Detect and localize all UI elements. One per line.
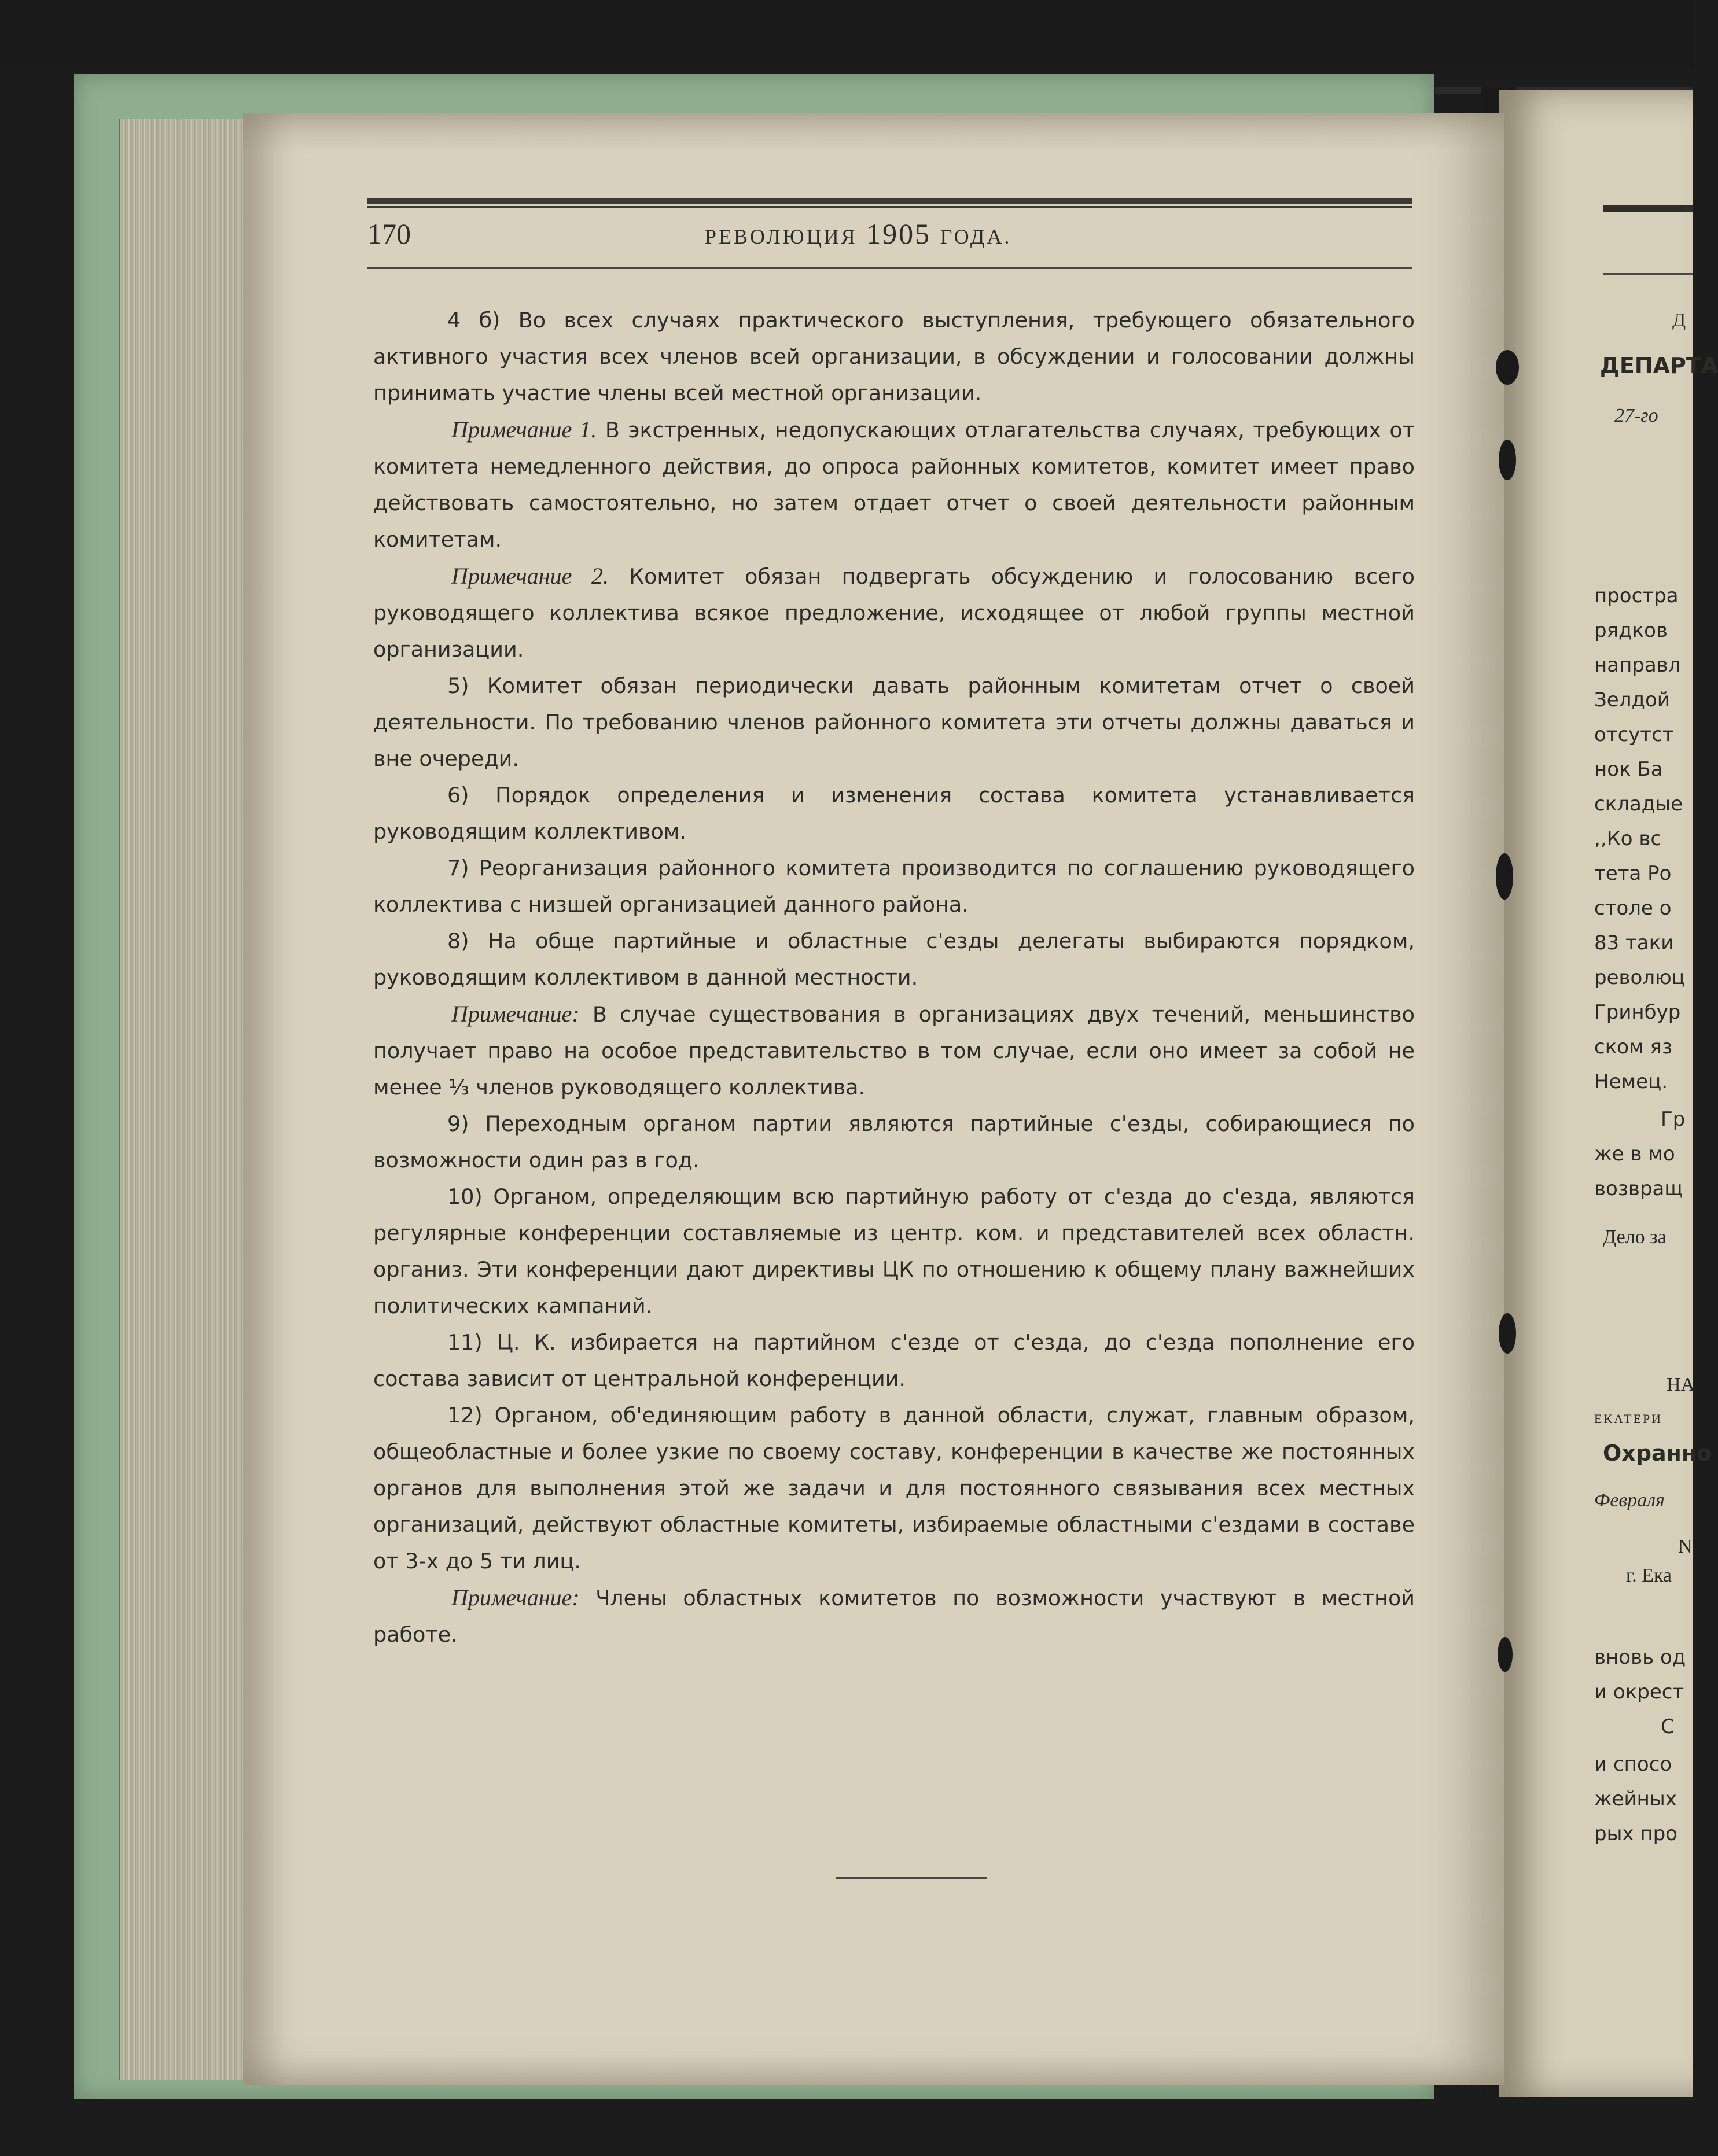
right-page-fragment: Зелдой xyxy=(1594,688,1670,712)
paragraph-text: 6) Порядок определения и изменения состава комитета устанавливается руководящим коллективом. xyxy=(373,783,1415,844)
right-page-fragment: С xyxy=(1661,1715,1675,1738)
background-top xyxy=(0,0,1693,69)
page-tear xyxy=(1496,350,1519,385)
page-tear xyxy=(1499,1313,1516,1354)
section-end-rule xyxy=(836,1877,987,1879)
note-n4 xyxy=(373,1579,1415,1653)
right-page-fragment: простра xyxy=(1594,584,1679,607)
header-rule xyxy=(367,198,1412,208)
right-page-fragment: рых про xyxy=(1594,1822,1677,1845)
running-title-year: 1905 xyxy=(866,218,932,250)
paragraph-text: 12) Органом, об'единяющим работу в данной области, служат, главным образом, общеобластные и более узкие по своему составу, конференции в качестве же постоянных органов для выполнения этой же задачи и для постоянного связывания всех местных организаций, действуют областные комитеты, избираемые областными с'ездами в составе от 3-х до 5 ти лиц. xyxy=(373,1403,1415,1573)
note-label: Примечание 2. xyxy=(451,563,609,589)
paragraph-p6 xyxy=(373,777,1415,850)
note-label: Примечание: xyxy=(451,1584,580,1610)
paragraph-p11 xyxy=(373,1324,1415,1397)
note-n3 xyxy=(373,996,1415,1105)
header-underline xyxy=(367,267,1412,269)
right-page-fragment: ,,Ко вс xyxy=(1594,827,1662,850)
right-page-fragment: Д xyxy=(1672,309,1686,331)
right-page-fragment: вновь од xyxy=(1594,1646,1686,1669)
right-page-fragment: же в мо xyxy=(1594,1143,1675,1166)
paragraph-p5 xyxy=(373,668,1415,777)
right-page-fragment: тета Ро xyxy=(1594,862,1672,885)
paragraph-p12 xyxy=(373,1397,1415,1579)
right-page-fragment: революц xyxy=(1594,966,1685,989)
body-text xyxy=(373,302,1415,1653)
paragraph-text: 7) Реорганизация районного комитета производится по соглашению руководящего коллектива с низшей организацией данного района. xyxy=(373,856,1415,917)
paragraph-p4b xyxy=(373,302,1415,411)
right-page-fragment: 27-го xyxy=(1614,405,1658,426)
right-page-fragment: направл xyxy=(1594,654,1681,677)
paragraph-text: 5) Комитет обязан периодически давать районным комитетам отчет о своей деятельности. По требованию членов районного комитета эти отчеты должны даваться и вне очереди. xyxy=(373,673,1415,771)
note-label: Примечание 1. xyxy=(451,417,597,443)
right-page-fragment: г. Ека xyxy=(1626,1565,1672,1586)
paragraph-p9 xyxy=(373,1105,1415,1178)
note-n2 xyxy=(373,558,1415,668)
note-text: Комитет обязан подвергать обсуждению и голосованию всего руководящего коллектива всякое предложение, исходящее от любой группы местной организации. xyxy=(373,564,1415,662)
right-page-fragment: НА xyxy=(1667,1374,1695,1395)
paragraph-p10 xyxy=(373,1178,1415,1324)
right-page-fragment: и окрест xyxy=(1594,1680,1684,1704)
right-page-fragment: Дело за xyxy=(1603,1226,1667,1248)
note-text: В случае существования в организациях двух течений, меньшинство получает право на особое представительство в том случае, если оно имеет за собой не менее ⅓ членов руководящего коллектива. xyxy=(373,1002,1415,1100)
paragraph-text: 10) Органом, определяющим всю партийную работу от с'езда до с'езда, являются регулярные конференции составляемые из центр. ком. и представителей всех областн. организ. Эти конференции дают директивы ЦК по отношению к общему плану важнейших политических кампаний. xyxy=(373,1184,1415,1318)
note-label: Примечание: xyxy=(451,1001,580,1027)
right-header-underline xyxy=(1603,273,1693,275)
page-tear xyxy=(1498,1637,1513,1672)
right-page-fragment: ДЕПАРТА xyxy=(1600,353,1718,378)
right-page-fragment: Гр xyxy=(1661,1108,1686,1131)
right-page-fragment: нок Ба xyxy=(1594,758,1663,781)
paragraph-text: 8) На обще партийные и областные с'езды делегаты выбираются порядком, руководящим коллективом в данной местности. xyxy=(373,928,1415,990)
right-page-fragment: рядков xyxy=(1594,619,1668,642)
right-page-fragment: ЕКАТЕРИ xyxy=(1594,1411,1663,1426)
right-page-fragment: отсутст xyxy=(1594,723,1674,746)
right-page-fragment: Немец. xyxy=(1594,1070,1668,1093)
running-title xyxy=(705,217,1011,250)
page-tear xyxy=(1499,440,1516,480)
paragraph-p7 xyxy=(373,850,1415,923)
right-page-fragment: и спосо xyxy=(1594,1753,1672,1776)
page-tear xyxy=(1496,853,1513,900)
right-page-fragment: Февраля xyxy=(1594,1490,1665,1511)
note-text: В экстренных, недопускающих отлагательства случаях, требующих от комитета немедленного действия, до опроса районных комитетов, комитет имеет право действовать самостоятельно, но затем отдает отчет о своей деятельности районным комитетам. xyxy=(373,418,1415,552)
right-page-fragment: столе о xyxy=(1594,897,1672,920)
paragraph-p8 xyxy=(373,923,1415,996)
right-page-fragment: 83 таки xyxy=(1594,931,1674,954)
right-page-fragment: ском яз xyxy=(1594,1035,1673,1059)
right-page-fragment: возвращ xyxy=(1594,1177,1683,1200)
note-text: Члены областных комитетов по возможности участвуют в местной работе. xyxy=(373,1586,1415,1647)
right-header-rule xyxy=(1603,205,1693,212)
right-page-fragment: N xyxy=(1678,1536,1693,1557)
paragraph-text: 11) Ц. К. избирается на партийном с'езде от с'езда, до с'езда пополнение его состава зависит от центральной конференции. xyxy=(373,1330,1415,1391)
paragraph-text: 9) Переходным органом партии являются партийные с'езды, собирающиеся по возможности один раз в год. xyxy=(373,1111,1415,1173)
paragraph-text: 4 б) Во всех случаях практического выступления, требующего обязательного активного участия всех членов всей организации, в обсуждении и голосовании должны принимать участие члены всей местной организации. xyxy=(373,308,1415,406)
page-number: 170 xyxy=(367,218,411,250)
right-page-fragment: Гринбур xyxy=(1594,1001,1681,1024)
right-page-fragment: складые xyxy=(1594,793,1683,816)
note-n1 xyxy=(373,411,1415,558)
running-title-suffix: ГОДА. xyxy=(940,225,1012,248)
right-page-fragment: Охранно xyxy=(1603,1440,1712,1466)
right-page-fragment: жейных xyxy=(1594,1788,1677,1811)
running-title-prefix: РЕВОЛЮЦИЯ xyxy=(705,225,858,248)
